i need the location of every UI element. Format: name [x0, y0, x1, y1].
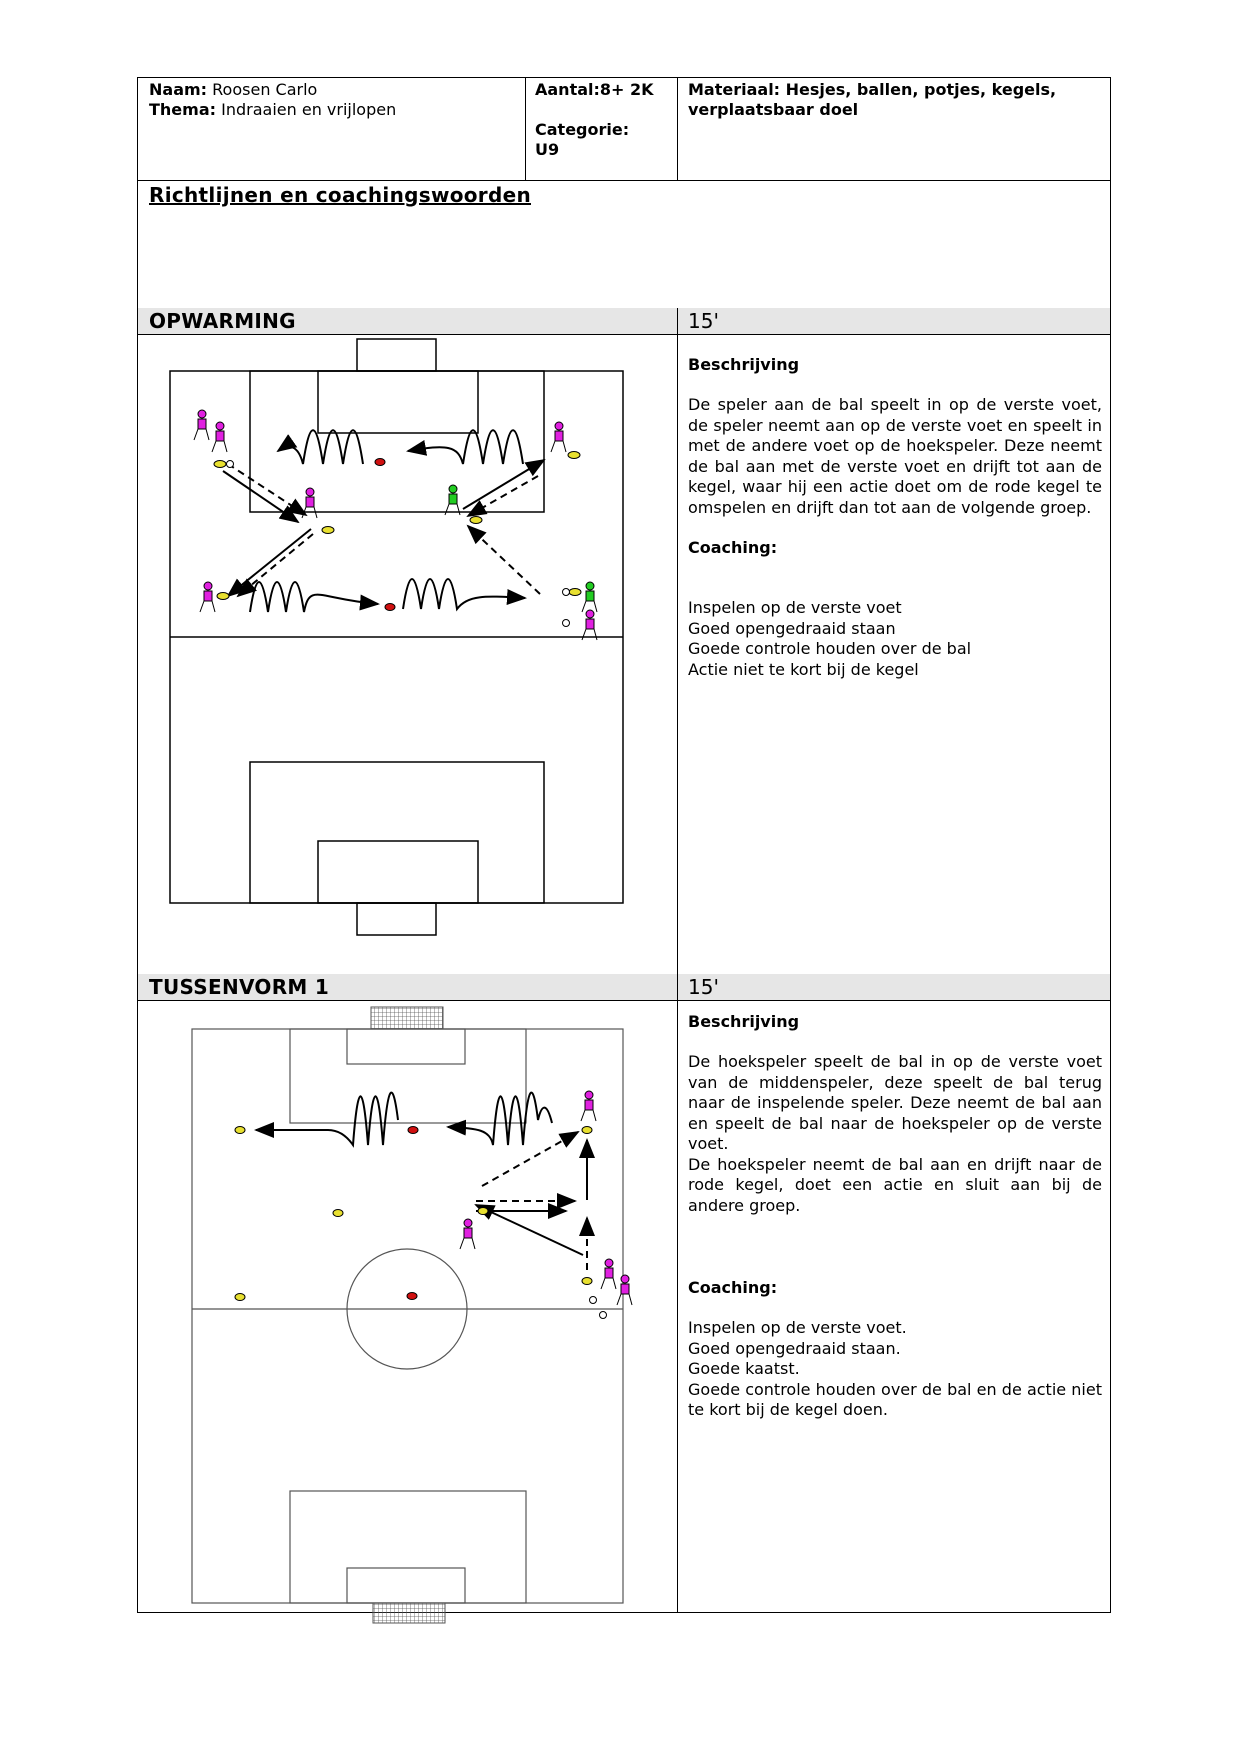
opwarming-title: OPWARMING: [149, 309, 296, 333]
bottom-penalty-area: [290, 1491, 526, 1603]
yellow-cone: [235, 1294, 245, 1301]
coaching-item: Goed opengedraaid staan.: [688, 1338, 901, 1358]
top-goal-net: [371, 1007, 443, 1029]
yellow-cone: [333, 1210, 343, 1217]
pass-arrow: [223, 471, 298, 522]
materiaal-line1: Materiaal: Hesjes, ballen, potjes, kegels,: [688, 80, 1057, 99]
tussenvorm-title: TUSSENVORM 1: [149, 975, 330, 999]
coaching-item: Goede kaatst.: [688, 1359, 800, 1378]
tussenvorm-coaching-list: [688, 1318, 1102, 1380]
categorie-label: Categorie:: [535, 120, 630, 139]
tussenvorm-description-1: De hoekspeler speelt de bal in op de verste voet van de middenspeler, deze speelt de bal terug naar de inspelende speler. Deze neemt de bal aan en speelt de bal naar de hoekspeler op de verste voet.: [688, 1052, 1102, 1153]
categorie-value: U9: [535, 140, 560, 159]
thema-value: Indraaien en vrijlopen: [221, 100, 397, 119]
players: [194, 410, 597, 640]
player-magenta: [601, 1259, 616, 1289]
cones: [235, 1127, 592, 1301]
red-cone: [408, 1127, 418, 1134]
aantal-categorie-cell: [535, 80, 670, 160]
run-arrow: [468, 476, 538, 516]
bottom-penalty-area: [250, 762, 544, 903]
naam-thema-cell: [149, 80, 519, 120]
coaching-item: Actie niet te kort bij de kegel: [688, 659, 919, 679]
dribble-zigzag: [278, 430, 363, 464]
opwarming-duration: 15': [688, 309, 719, 333]
red-cone: [375, 459, 385, 466]
opwarming-header-row: [138, 308, 1110, 334]
pass-arrow: [476, 1205, 583, 1255]
tussenvorm-duration: 15': [688, 975, 719, 999]
beschrijving-label: Beschrijving: [688, 1012, 800, 1031]
top-goal-area: [347, 1029, 465, 1064]
tussenvorm-field-diagram: [138, 1000, 677, 1613]
naam-value: Roosen Carlo: [212, 80, 318, 99]
player-magenta: [460, 1219, 475, 1249]
top-penalty-area: [250, 371, 544, 512]
player-magenta: [212, 422, 227, 452]
opwarming-text: [688, 355, 1102, 680]
top-goal: [357, 339, 436, 371]
tussenvorm-header-row: [138, 974, 1110, 1000]
top-penalty-area: [290, 1029, 526, 1123]
tussenvorm-description-2: De hoekspeler neemt de bal aan en drijft naar de rode kegel, doet een actie en sluit aan bij de andere groep.: [688, 1154, 1102, 1215]
ball: [227, 461, 234, 468]
opwarming-description: De speler aan de bal speelt in op de verste voet, de speler neemt aan op de verste voet en speelt in met de andere voet op de hoekspeler. Deze neemt de bal aan met de verste voet en drijft tot aan de kegel, waar hij een actie doet om de rode kegel te omspelen en drijft dan tot aan de volgende groep.: [688, 395, 1102, 517]
yellow-cone: [235, 1127, 245, 1134]
yellow-cone: [214, 461, 226, 468]
dribble-zigzag: [403, 579, 525, 609]
coaching-item: Inspelen op de verste voet.: [688, 1318, 907, 1337]
dribble-zigzag: [408, 430, 523, 464]
dribble-zigzag: [256, 1093, 398, 1145]
yellow-cone: [582, 1278, 592, 1285]
dribble-zigzag: [250, 582, 378, 612]
player-magenta: [194, 410, 209, 440]
ball: [563, 620, 570, 627]
balls: [590, 1297, 607, 1319]
bottom-goal-area: [318, 841, 478, 903]
opwarming-field-diagram: [138, 334, 677, 974]
yellow-cone: [568, 452, 580, 459]
opwarming-coaching-list: [688, 598, 1102, 680]
tussenvorm-text: [688, 1012, 1102, 1421]
player-green: [445, 485, 460, 515]
run-arrow: [482, 1132, 578, 1186]
player-green: [582, 582, 597, 612]
materiaal-cell: [688, 80, 1103, 120]
bottom-goal-net: [373, 1603, 445, 1623]
player-magenta: [200, 582, 215, 612]
balls: [227, 461, 570, 627]
yellow-cone: [582, 1127, 592, 1134]
coaching-item: Goede controle houden over de bal en de actie niet te kort bij de kegel doen.: [688, 1379, 1102, 1419]
thema-label: Thema:: [149, 100, 217, 119]
run-arrow: [238, 534, 313, 596]
header-row: [138, 78, 1110, 180]
red-cone: [407, 1293, 417, 1300]
bottom-goal: [357, 903, 436, 935]
yellow-cone: [217, 593, 229, 600]
opwarming-body-row: [138, 334, 1110, 974]
yellow-cone: [322, 527, 334, 534]
ball: [563, 589, 570, 596]
coaching-item: Inspelen op de verste voet: [688, 598, 902, 617]
player-magenta: [581, 1091, 596, 1121]
player-magenta: [582, 610, 597, 640]
coaching-label: Coaching:: [688, 538, 778, 557]
run-arrow: [228, 464, 306, 515]
yellow-cone: [470, 517, 482, 524]
coaching-label: Coaching:: [688, 1278, 778, 1297]
coaching-item: Goed opengedraaid staan: [688, 618, 896, 638]
materiaal-line2: verplaatsbaar doel: [688, 100, 859, 119]
ball: [600, 1312, 607, 1319]
field-outline: [192, 1029, 623, 1603]
bottom-goal-area: [347, 1568, 465, 1603]
richtlijnen-title: Richtlijnen en coachingswoorden: [149, 183, 531, 207]
cones: [214, 452, 581, 611]
richtlijnen-row: [138, 180, 1110, 308]
yellow-cone: [569, 589, 581, 596]
aantal-label: Aantal:8+ 2K: [535, 80, 654, 99]
coaching-item: Goede controle houden over de bal: [688, 639, 972, 658]
player-magenta: [551, 422, 566, 452]
red-cone: [385, 604, 395, 611]
pass-arrow: [463, 460, 544, 509]
top-goal-area: [318, 371, 478, 433]
dribble-zigzag: [448, 1093, 552, 1145]
player-magenta: [617, 1275, 632, 1305]
beschrijving-label: Beschrijving: [688, 355, 800, 374]
naam-label: Naam:: [149, 80, 208, 99]
yellow-cone: [478, 1208, 488, 1215]
run-arrow: [468, 526, 540, 594]
tussenvorm-body-row: [138, 1000, 1110, 1613]
ball: [590, 1297, 597, 1304]
session-sheet: [137, 77, 1111, 1613]
